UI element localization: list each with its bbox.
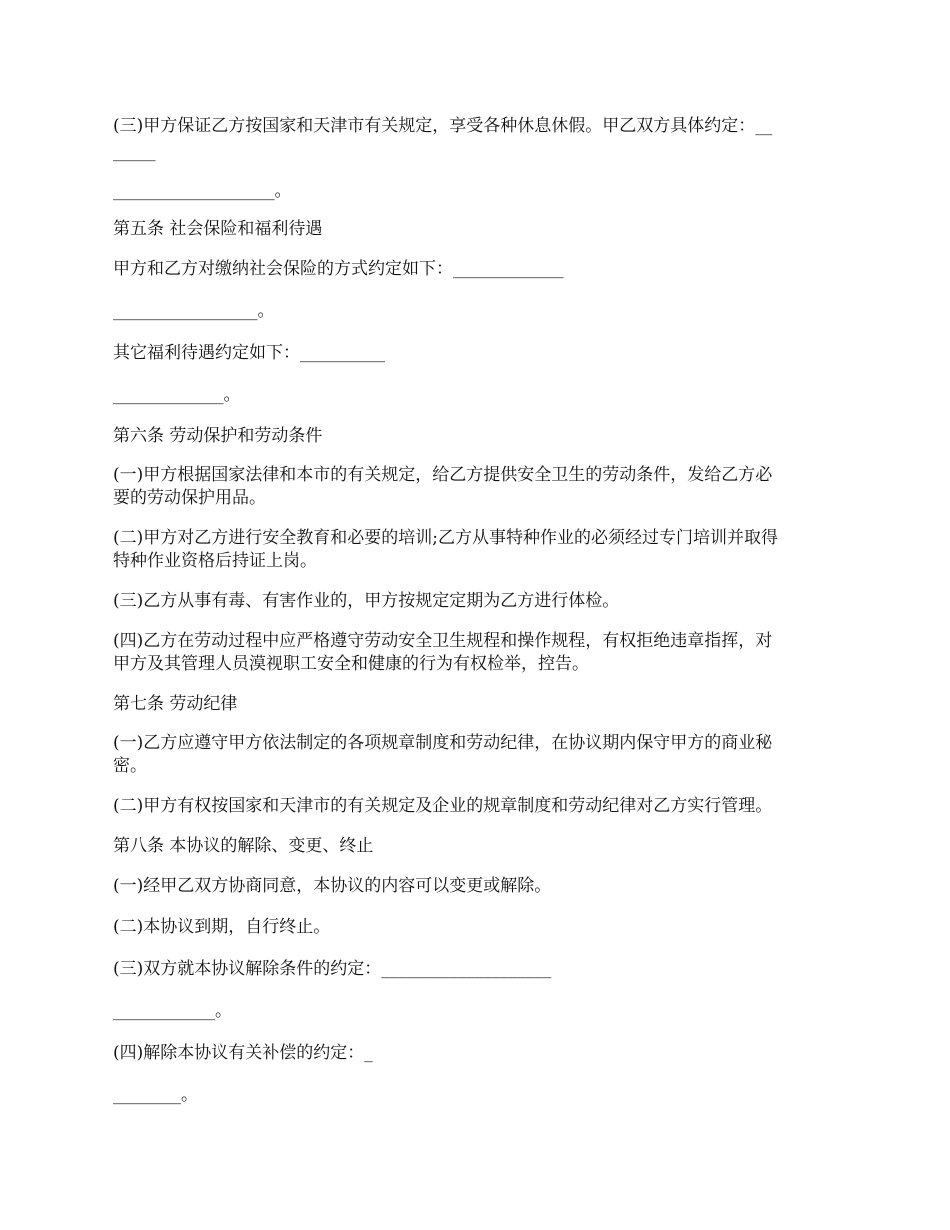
clause-4-item-3: (三)甲方保证乙方按国家和天津市有关规定，享受各种休息休假。甲乙双方具体约定：__ — [113, 116, 773, 136]
clause-6-item-1: (一)甲方根据国家法律和本市的有关规定，给乙方提供安全卫生的劳动条件，发给乙方必 — [113, 465, 773, 485]
other-benefits-blank: _____________。 — [113, 385, 241, 405]
social-insurance-blank: _________________。 — [113, 301, 275, 321]
clause-8-item-4-blank: ________。 — [113, 1085, 198, 1105]
clause-7-item-1-continuation: 密。 — [113, 756, 147, 776]
clause-4-item-3-blank: ___________________。 — [113, 181, 292, 201]
clause-8-item-3: (三)双方就本协议解除条件的约定：____________________ — [113, 959, 552, 979]
clause-6-item-4-continuation: 甲方及其管理人员漠视职工安全和健康的行为有权检举，控告。 — [113, 654, 589, 674]
clause-6-item-4: (四)乙方在劳动过程中应严格遵守劳动安全卫生规程和操作规程，有权拒绝违章指挥，对 — [113, 631, 773, 651]
clause-7-item-2: (二)甲方有权按国家和天津市的有关规定及企业的规章制度和劳动纪律对乙方实行管理。 — [113, 796, 773, 816]
clause-6-item-2-continuation: 特种作业资格后持证上岗。 — [113, 551, 317, 571]
clause-6-item-1-continuation: 要的劳动保护用品。 — [113, 488, 266, 508]
clause-7-item-1: (一)乙方应遵守甲方依法制定的各项规章制度和劳动纪律，在协议期内保守甲方的商业秘 — [113, 733, 773, 753]
social-insurance-agreement: 甲方和乙方对缴纳社会保险的方式约定如下：_____________ — [113, 259, 564, 279]
clause-5-heading: 第五条 社会保险和福利待遇 — [113, 219, 323, 239]
clause-6-item-3: (三)乙方从事有毒、有害作业的，甲方按规定定期为乙方进行体检。 — [113, 591, 620, 611]
clause-8-item-2: (二)本协议到期，自行终止。 — [113, 917, 331, 937]
clause-4-item-3-continuation: _____ — [113, 142, 156, 162]
clause-7-heading: 第七条 劳动纪律 — [113, 694, 238, 714]
clause-8-item-1: (一)经甲乙双方协商同意，本协议的内容可以变更或解除。 — [113, 876, 552, 896]
clause-8-heading: 第八条 本协议的解除、变更、终止 — [113, 836, 374, 856]
clause-6-heading: 第六条 劳动保护和劳动条件 — [113, 426, 323, 446]
clause-8-item-4: (四)解除本协议有关补偿的约定：_ — [113, 1043, 373, 1063]
clause-6-item-2: (二)甲方对乙方进行安全教育和必要的培训;乙方从事特种作业的必须经过专门培训并取得 — [113, 528, 778, 548]
clause-8-item-3-blank: ____________。 — [113, 1001, 232, 1021]
other-benefits-agreement: 其它福利待遇约定如下：__________ — [113, 343, 385, 363]
